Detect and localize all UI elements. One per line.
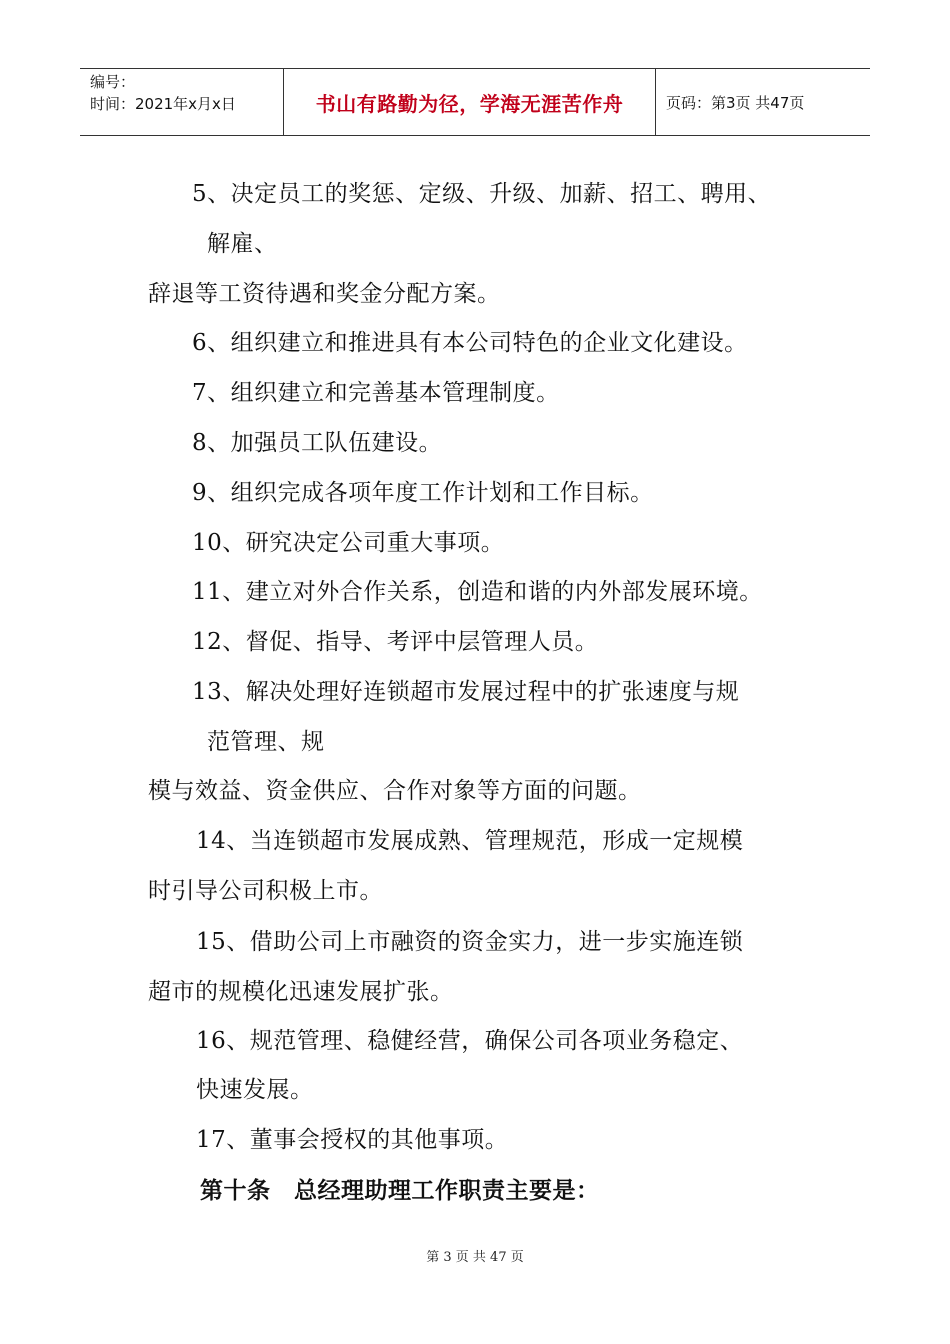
body-line: 7、组织建立和完善基本管理制度。 bbox=[192, 380, 560, 406]
header-meta bbox=[80, 69, 283, 135]
body-line: 6、组织建立和推进具有本公司特色的企业文化建设。 bbox=[192, 330, 748, 356]
body-line: 13、解决处理好连锁超市发展过程中的扩张速度与规 bbox=[192, 679, 740, 705]
body-line: 9、组织完成各项年度工作计划和工作目标。 bbox=[192, 480, 654, 506]
page-footer: 第 3 页 共 47 页 bbox=[426, 1250, 524, 1265]
body-line: 17、董事会授权的其他事项。 bbox=[196, 1127, 509, 1153]
body-line: 8、加强员工队伍建设。 bbox=[192, 430, 443, 456]
body-line: 超市的规模化迅速发展扩张。 bbox=[148, 979, 454, 1005]
header-motto: 书山有路勤为径，学海无涯苦作舟 bbox=[283, 69, 656, 135]
body-line: 16、规范管理、稳健经营，确保公司各项业务稳定、 bbox=[196, 1028, 744, 1054]
body-line: 快速发展。 bbox=[196, 1077, 314, 1103]
body-line: 5、决定员工的奖惩、定级、升级、加薪、招工、聘用、 bbox=[192, 181, 772, 207]
body-line: 15、借助公司上市融资的资金实力，进一步实施连锁 bbox=[196, 929, 744, 955]
body-line: 10、研究决定公司重大事项。 bbox=[192, 530, 505, 556]
body-line: 14、当连锁超市发展成熟、管理规范，形成一定规模 bbox=[196, 828, 744, 854]
document-number-label: 编号： bbox=[90, 73, 136, 91]
section-heading: 第十条 总经理助理工作职责主要是： bbox=[200, 1178, 600, 1204]
body-line: 解雇、 bbox=[207, 231, 278, 257]
body-line: 时引导公司积极上市。 bbox=[148, 878, 383, 904]
header-page-info: 页码：第3页 共47页 bbox=[666, 93, 805, 112]
body-line: 范管理、规 bbox=[207, 729, 325, 755]
body-line: 辞退等工资待遇和奖金分配方案。 bbox=[148, 281, 501, 307]
body-line: 模与效益、资金供应、合作对象等方面的问题。 bbox=[148, 778, 642, 804]
body-line: 11、建立对外合作关系，创造和谐的内外部发展环境。 bbox=[192, 579, 763, 605]
page-header bbox=[80, 68, 870, 136]
body-line: 12、督促、指导、考评中层管理人员。 bbox=[192, 629, 599, 655]
document-time-label: 时间：2021年x月x日 bbox=[90, 95, 236, 113]
